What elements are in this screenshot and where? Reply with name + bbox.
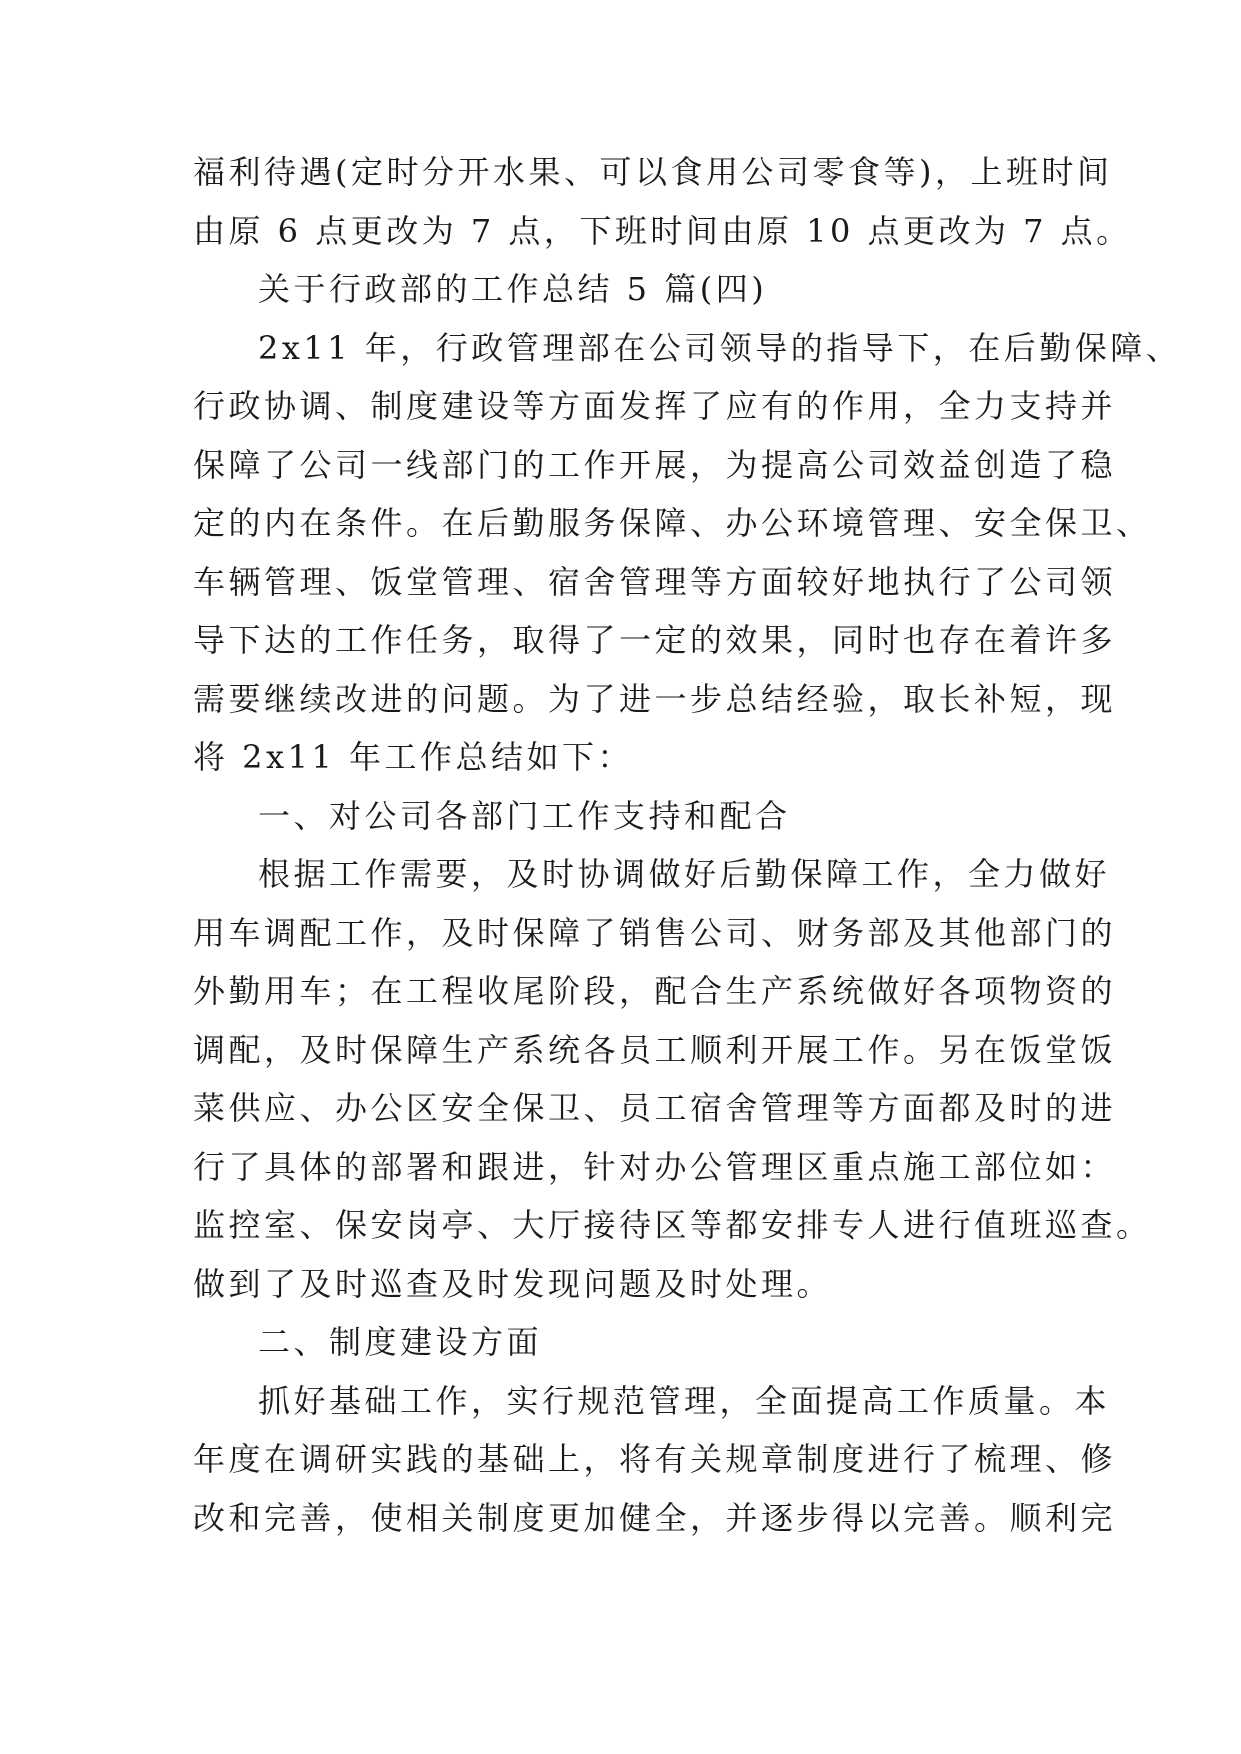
text-line: 调配，及时保障生产系统各员工顺利开展工作。另在饭堂饭 xyxy=(193,1030,1117,1069)
text-line: 车辆管理、饭堂管理、宿舍管理等方面较好地执行了公司领 xyxy=(193,562,1117,601)
text-line: 定的内在条件。在后勤服务保障、办公环境管理、安全保卫、 xyxy=(193,504,1152,542)
text-line: 做到了及时巡查及时发现问题及时处理。 xyxy=(193,1264,833,1303)
text-line: 2x11 年，行政管理部在公司领导的指导下，在后勤保障、 xyxy=(258,328,1182,367)
text-line: 外勤用车；在工程收尾阶段，配合生产系统做好各项物资的 xyxy=(193,972,1117,1010)
section-heading: 二、制度建设方面 xyxy=(258,1323,543,1361)
text-line: 将 2x11 年工作总结如下： xyxy=(193,738,633,776)
text-line: 行了具体的部署和跟进，针对办公管理区重点施工部位如： xyxy=(193,1147,1117,1186)
document-page xyxy=(193,152,1182,1556)
text-line: 年度在调研实践的基础上，将有关规章制度进行了梳理、修 xyxy=(193,1440,1117,1478)
text-line: 抓好基础工作，实行规范管理，全面提高工作质量。本 xyxy=(258,1381,1111,1420)
text-line: 根据工作需要，及时协调做好后勤保障工作，全力做好 xyxy=(258,855,1111,893)
text-line: 福利待遇(定时分开水果、可以食用公司零食等)，上班时间 xyxy=(193,153,1113,191)
section-title: 关于行政部的工作总结 5 篇(四) xyxy=(258,270,768,308)
text-line: 监控室、保安岗亭、大厅接待区等都安排专人进行值班巡查。 xyxy=(193,1206,1152,1244)
text-line: 行政协调、制度建设等方面发挥了应有的作用，全力支持并 xyxy=(193,387,1117,425)
text-line: 菜供应、办公区安全保卫、员工宿舍管理等方面都及时的进 xyxy=(193,1089,1117,1127)
text-line: 导下达的工作任务，取得了一定的效果，同时也存在着许多 xyxy=(193,621,1117,659)
text-line: 保障了公司一线部门的工作开展，为提高公司效益创造了稳 xyxy=(193,445,1117,484)
text-line: 改和完善，使相关制度更加健全，并逐步得以完善。顺利完 xyxy=(193,1498,1117,1537)
section-heading: 一、对公司各部门工作支持和配合 xyxy=(258,796,791,835)
text-line: 由原 6 点更改为 7 点，下班时间由原 10 点更改为 7 点。 xyxy=(193,211,1132,250)
text-line: 需要继续改进的问题。为了进一步总结经验，取长补短，现 xyxy=(193,679,1117,718)
text-line: 用车调配工作，及时保障了销售公司、财务部及其他部门的 xyxy=(193,913,1117,952)
